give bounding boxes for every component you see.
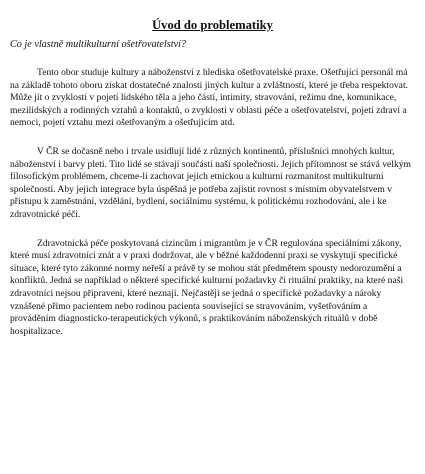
paragraph-integration: V ČR se dočasně nebo i trvale usídlují lidé z různých kontinentů, příslušníci mnohých kultur, náboženství i barvy pleti. Tito lidé se stávají součástí naší společnosti. Jejich přítomnost se stává velkým filosofickým problémem, chceme-li zachovat jejich etnickou a kulturní rozmanitost multikulturní společnosti. Aby jejich integrace byla úspěšná je potřeba zajistit rovnost s místním obyvatelstvem v přístupu k zaměstnání, vzdělání, bydlení, sociálnímu systému, k politickému rozhodování, ale i ke zdravotnické péči.	[10, 145, 412, 220]
document-subtitle: Co je vlastně multikulturní ošetřovatelství?	[10, 39, 186, 50]
document-title: Úvod do problematiky	[152, 18, 273, 32]
paragraph-definition: Tento obor studuje kultury a náboženství z hlediska ošetřovatelské praxe. Ošetřující personál má na základě tohoto oboru získat dostatečné znalosti jiných kultur a zvláštností, které je třeba respektovat. Může jít o zvyklosti v pojetí lidského těla a jeho částí, intimity, stravování, režimu dne, komunikace, mezilidských a rodinných vztahů a kontaktů, o zvyklosti v oblasti péče a ošetřovatelství, pojetí zdraví a nemoci, pojetí vztahu mezi ošetřovaným a ošetřujícím atd.	[10, 67, 409, 129]
paragraph-healthcare: Zdravotnická péče poskytovaná cizincům i migrantům je v ČR regulována speciálními zákony, které musí zdravotníci znát a v praxi dodržovat, ale v běžné každodenní praxi se vyskytují specifické situace, které tyto zákonné normy neřeší a právě ty se mohou stát předmětem spousty nedorozumění a konfliktů. Jedná se například o některé specifické kulturní požadavky či rituální praktiky, na které naši zdravotníci nejsou připraveni, které neznají. Nejčastěji se jedná o specifické požadavky a nároky vznášené přímo pacientem nebo rodinou pacienta související se stravováním, vyšetřováním a prováděním diagnosticko-terapeutických výkonů, s praktikováním náboženských rituálů v době hospitalizace.	[10, 237, 404, 337]
